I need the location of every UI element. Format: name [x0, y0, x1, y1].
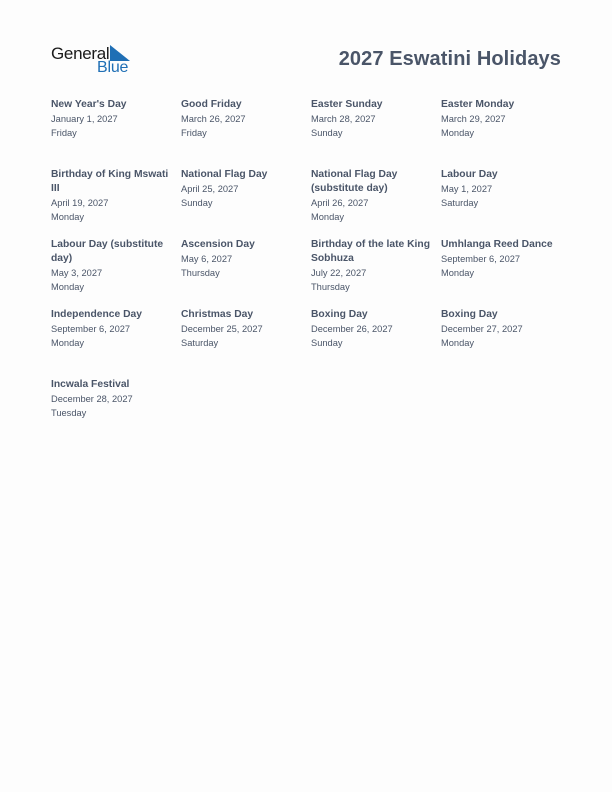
holiday-weekday: Tuesday [51, 408, 87, 418]
logo-text-general: General [51, 44, 110, 63]
holiday-entry [181, 308, 311, 378]
holiday-name: Boxing Day [441, 309, 498, 320]
holiday-weekday: Monday [441, 338, 475, 348]
holiday-name: National Flag Day (substitute day) [311, 169, 398, 194]
holiday-name: New Year's Day [51, 99, 127, 110]
holiday-date: December 26, 2027 [311, 324, 393, 334]
holiday-date: December 25, 2027 [181, 324, 263, 334]
holiday-entry [311, 238, 441, 308]
holiday-name: Ascension Day [181, 239, 255, 250]
holiday-entry [441, 238, 571, 308]
holiday-grid [51, 98, 571, 448]
holiday-date: April 26, 2027 [311, 198, 369, 208]
holiday-date: March 28, 2027 [311, 114, 376, 124]
holiday-date: May 3, 2027 [51, 268, 103, 278]
holiday-name: Labour Day (substitute day) [51, 239, 164, 264]
holiday-date: April 25, 2027 [181, 184, 239, 194]
holiday-entry [51, 98, 181, 168]
holiday-entry [441, 308, 571, 378]
holiday-weekday: Monday [51, 282, 85, 292]
holiday-entry [51, 378, 181, 448]
holiday-name: Incwala Festival [51, 379, 130, 390]
holiday-weekday: Friday [181, 128, 207, 138]
holiday-weekday: Sunday [181, 198, 213, 208]
holiday-date: January 1, 2027 [51, 114, 118, 124]
holiday-name: Independence Day [51, 309, 142, 320]
holiday-weekday: Monday [311, 212, 345, 222]
holiday-name: National Flag Day [181, 169, 268, 180]
holiday-name: Birthday of King Mswati III [51, 169, 169, 194]
holiday-date: April 19, 2027 [51, 198, 109, 208]
holiday-weekday: Thursday [181, 268, 220, 278]
holiday-weekday: Saturday [441, 198, 479, 208]
holiday-entry [51, 308, 181, 378]
holiday-entry [311, 308, 441, 378]
holiday-name: Umhlanga Reed Dance [441, 239, 553, 250]
holiday-entry [181, 98, 311, 168]
holiday-weekday: Monday [441, 128, 475, 138]
holiday-weekday: Saturday [181, 338, 219, 348]
holiday-weekday: Thursday [311, 282, 350, 292]
holiday-entry [441, 98, 571, 168]
holiday-date: March 26, 2027 [181, 114, 246, 124]
holiday-weekday: Friday [51, 128, 77, 138]
holiday-entry [51, 238, 181, 308]
holiday-weekday: Sunday [311, 338, 343, 348]
holiday-date: March 29, 2027 [441, 114, 506, 124]
holiday-date: September 6, 2027 [51, 324, 131, 334]
holiday-entry [181, 168, 311, 238]
holiday-name: Birthday of the late King Sobhuza [311, 239, 430, 264]
page-title: 2027 Eswatini Holidays [338, 48, 561, 70]
holiday-date: September 6, 2027 [441, 254, 521, 264]
holiday-date: December 27, 2027 [441, 324, 523, 334]
holiday-name: Boxing Day [311, 309, 368, 320]
holiday-entry [311, 98, 441, 168]
holiday-entry [181, 238, 311, 308]
holiday-weekday: Monday [441, 268, 475, 278]
holiday-weekday: Monday [51, 338, 85, 348]
holiday-date: July 22, 2027 [311, 268, 367, 278]
holiday-weekday: Sunday [311, 128, 343, 138]
holiday-date: May 1, 2027 [441, 184, 493, 194]
logo-text-blue: Blue [97, 59, 129, 76]
holiday-name: Easter Monday [441, 99, 515, 110]
holiday-entry [441, 168, 571, 238]
holiday-date: December 28, 2027 [51, 394, 133, 404]
holiday-name: Labour Day [441, 169, 498, 180]
holiday-weekday: Monday [51, 212, 85, 222]
holiday-name: Christmas Day [181, 309, 254, 320]
holiday-entry [311, 168, 441, 238]
holiday-entry [51, 168, 181, 238]
generalblue-logo [50, 44, 134, 78]
holiday-date: May 6, 2027 [181, 254, 233, 264]
holiday-name: Easter Sunday [311, 99, 383, 110]
holiday-name: Good Friday [181, 99, 242, 110]
